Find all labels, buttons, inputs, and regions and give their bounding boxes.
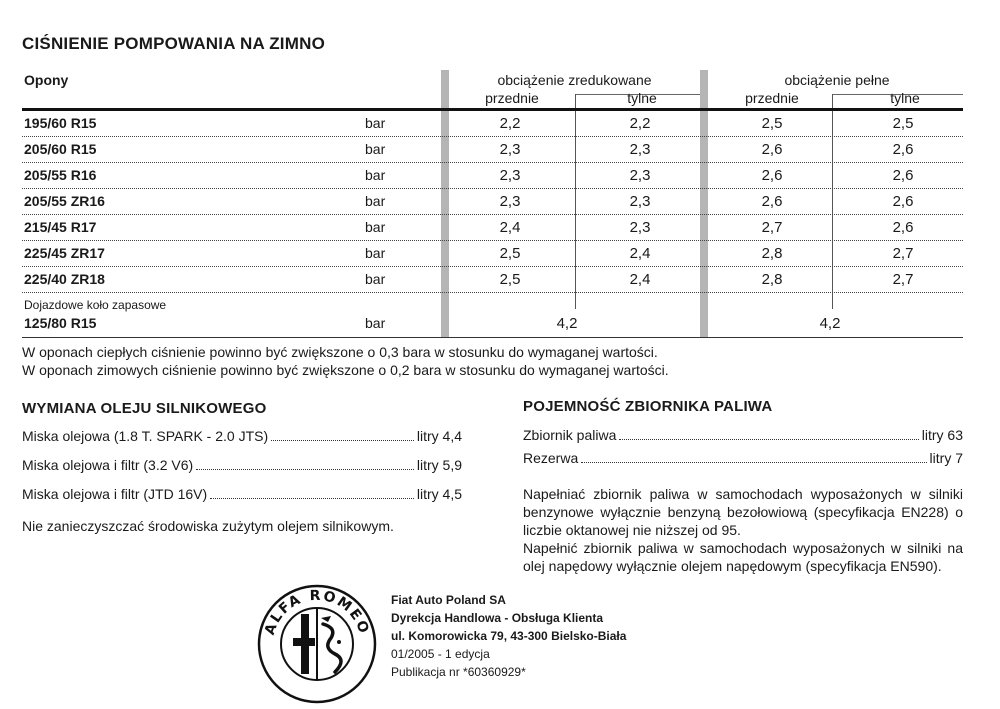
reduced-rear-value: 2,3: [629, 167, 651, 184]
address: ul. Komorowicka 79, 43-300 Bielsko-Biała: [391, 629, 627, 643]
fuel-item-value: litry 7: [929, 450, 963, 466]
reduced-front-value: 2,4: [499, 219, 521, 236]
dot-leader: [196, 469, 414, 470]
spare-tyre-size: 125/80 R15: [24, 315, 97, 331]
oil-capacity-list: [22, 428, 462, 515]
tyre-size: 195/60 R15: [24, 115, 97, 131]
unit: bar: [365, 271, 386, 287]
row-divider: [22, 266, 963, 267]
full-rear-value: 2,7: [892, 271, 914, 288]
logo-text: ALFA ROMEO: [261, 587, 373, 638]
full-front-value: 2,6: [761, 141, 783, 158]
oil-item-value: litry 4,4: [416, 428, 462, 444]
oil-section-title: WYMIANA OLEJU SILNIKOWEGO: [22, 400, 267, 417]
tyre-size: 205/55 ZR16: [24, 193, 105, 209]
spare-reduced-value: 4,2: [556, 315, 578, 332]
publisher-info: [391, 591, 626, 681]
fuel-item-value: litry 63: [921, 427, 963, 443]
unit: bar: [365, 141, 386, 157]
row-divider: [22, 214, 963, 215]
fuel-item: [523, 427, 963, 450]
tyre-pressure-table: [22, 70, 963, 340]
tyre-size: 215/45 R17: [24, 219, 97, 235]
row-divider: [22, 162, 963, 163]
oil-item: [22, 486, 462, 515]
full-front-value: 2,7: [761, 219, 783, 236]
dot-leader: [581, 462, 926, 463]
unit: bar: [365, 167, 386, 183]
reduced-front-value: 2,5: [499, 271, 521, 288]
edition: 01/2005 - 1 edycja: [391, 647, 490, 661]
oil-item-label: Miska olejowa i filtr (JTD 16V): [22, 486, 208, 502]
full-rear-value: 2,6: [892, 193, 914, 210]
row-divider: [22, 240, 963, 241]
dot-leader: [210, 498, 414, 499]
subcolumn-divider: [832, 94, 833, 309]
full-front-value: 2,6: [761, 193, 783, 210]
unit: bar: [365, 193, 386, 209]
row-divider: [22, 188, 963, 189]
full-front-value: 2,5: [761, 115, 783, 132]
tyre-size: 205/60 R15: [24, 141, 97, 157]
dot-leader: [271, 440, 414, 441]
full-rear-value: 2,6: [892, 219, 914, 236]
full-front-value: 2,8: [761, 271, 783, 288]
full-rear-value: 2,5: [892, 115, 914, 132]
spare-full-value: 4,2: [819, 315, 841, 332]
oil-item-label: Miska olejowa (1.8 T. SPARK - 2.0 JTS): [22, 428, 269, 444]
unit: bar: [365, 219, 386, 235]
full-rear-value: 2,6: [892, 167, 914, 184]
header-reduced-load: obciążenie zredukowane: [497, 72, 652, 88]
note-warm-tyres: W oponach ciepłych ciśnienie powinno być zwiększone o 0,3 bara w stosunku do wymaganej wartości.: [22, 344, 658, 360]
unit: bar: [365, 115, 386, 131]
oil-item: [22, 457, 462, 486]
company-name: Fiat Auto Poland SA: [391, 593, 506, 607]
fuel-item: [523, 450, 963, 473]
full-front-value: 2,6: [761, 167, 783, 184]
reduced-rear-value: 2,3: [629, 219, 651, 236]
fuel-diesel-note: Napełnić zbiornik paliwa w samochodach wyposażonych w silniki na olej napędowy wyłącznie olejem napędowym (specyfikacja EN590).: [523, 540, 963, 574]
reduced-rear-value: 2,2: [629, 115, 651, 132]
reduced-front-value: 2,2: [499, 115, 521, 132]
reduced-front-value: 2,5: [499, 245, 521, 262]
full-rear-value: 2,7: [892, 245, 914, 262]
reduced-rear-value: 2,3: [629, 141, 651, 158]
reduced-front-value: 2,3: [499, 167, 521, 184]
fuel-item-label: Rezerwa: [523, 450, 579, 466]
alfa-romeo-logo: [257, 584, 377, 704]
dot-leader: [619, 439, 918, 440]
fuel-capacity-list: [523, 427, 963, 473]
full-rear-value: 2,6: [892, 141, 914, 158]
tyre-size: 205/55 R16: [24, 167, 97, 183]
header-full-front: przednie: [745, 90, 799, 106]
department: Dyrekcja Handlowa - Obsługa Klienta: [391, 611, 604, 625]
oil-item-label: Miska olejowa i filtr (3.2 V6): [22, 457, 194, 473]
fuel-petrol-note: Napełniać zbiornik paliwa w samochodach wyposażonych w silniki benzynowe wyłącznie benzyną bezołowiową (specyfikacja EN228) o liczbie oktanowej nie niższej od 95.: [523, 486, 963, 538]
reduced-front-value: 2,3: [499, 141, 521, 158]
header-full-load: obciążenie pełne: [784, 72, 890, 88]
note-winter-tyres: W oponach zimowych ciśnienie powinno być zwiększone o 0,2 bara w stosunku do wymaganej wartości.: [22, 362, 669, 378]
reduced-front-value: 2,3: [499, 193, 521, 210]
header-reduced-front: przednie: [485, 90, 539, 106]
full-front-value: 2,8: [761, 245, 783, 262]
fuel-section-title: POJEMNOŚĆ ZBIORNIKA PALIWA: [523, 398, 773, 415]
row-divider: [22, 292, 963, 293]
oil-environment-note: Nie zanieczyszczać środowiska zużytym olejem silnikowym.: [22, 518, 394, 534]
reduced-rear-value: 2,4: [629, 245, 651, 262]
spare-wheel-label: Dojazdowe koło zapasowe: [24, 298, 167, 312]
unit: bar: [365, 315, 386, 331]
tyre-size: 225/40 ZR18: [24, 271, 105, 287]
oil-item-value: litry 4,5: [416, 486, 462, 502]
header-reduced-rear: tylne: [627, 90, 657, 106]
subcolumn-divider: [575, 94, 576, 309]
unit: bar: [365, 245, 386, 261]
header-full-rear: tylne: [890, 90, 920, 106]
oil-item: [22, 428, 462, 457]
reduced-rear-value: 2,3: [629, 193, 651, 210]
table-bottom-rule: [22, 337, 963, 338]
logo-badge-icon: [257, 584, 377, 704]
publication-number: Publikacja nr *60360929*: [391, 665, 526, 679]
reduced-rear-value: 2,4: [629, 271, 651, 288]
tyre-size: 225/45 ZR17: [24, 245, 105, 261]
page-title: CIŚNIENIE POMPOWANIA NA ZIMNO: [22, 34, 325, 53]
fuel-item-label: Zbiornik paliwa: [523, 427, 617, 443]
header-tyres: Opony: [24, 72, 69, 88]
header-rule: [22, 108, 963, 111]
oil-item-value: litry 5,9: [416, 457, 462, 473]
row-divider: [22, 136, 963, 137]
